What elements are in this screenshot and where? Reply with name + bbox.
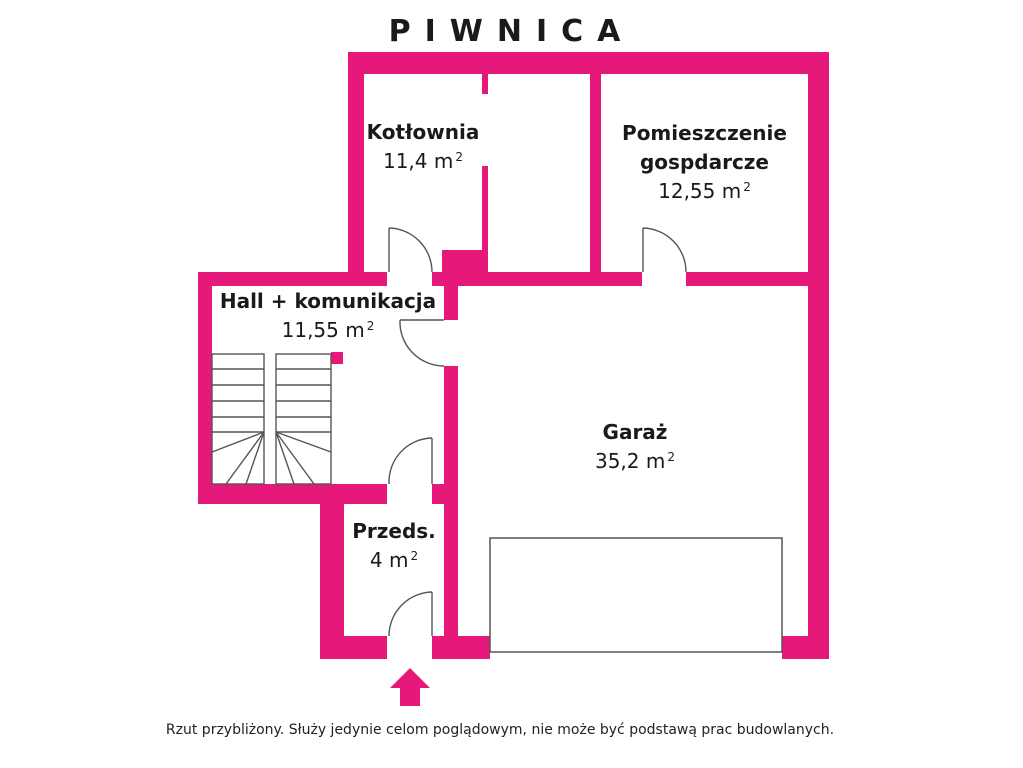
wall-hall-bottom-a xyxy=(198,484,387,504)
wall-bottom-a xyxy=(320,636,387,659)
wall-middle-c xyxy=(686,272,829,286)
door-kotlownia xyxy=(389,228,432,272)
wall-przeds-left xyxy=(320,484,344,659)
wall-upper-left xyxy=(348,52,364,284)
garage-door xyxy=(490,538,782,652)
disclaimer-note: Rzut przybliżony. Służy jedynie celom poglądowym, nie może być podstawą prac budowlanych. xyxy=(165,722,835,738)
wall-hall-left xyxy=(198,272,212,504)
room-area-kotlownia: 11,4 m $^2$ xyxy=(382,149,463,173)
wall-bottom-b xyxy=(432,636,490,659)
wall-hall-garage-a xyxy=(444,286,458,320)
stairs xyxy=(212,354,331,484)
wall-right xyxy=(808,52,829,659)
plan-title: PIWNICA xyxy=(388,14,635,49)
wall-divider-kotlownia-2 xyxy=(482,166,488,272)
room-name-pomieszczenie-line1: Pomieszczenie xyxy=(622,121,787,145)
room-name-pomieszczenie-line2: gospdarcze xyxy=(639,150,769,174)
room-name-garaz: Garaż xyxy=(602,420,668,444)
room-name-kotlownia: Kotłownia xyxy=(366,120,480,144)
wall-bottom-c xyxy=(782,636,829,659)
room-area-hall: 11,55 m $^2$ xyxy=(281,318,375,342)
wall-hall-garage-b xyxy=(444,366,458,659)
wall-top xyxy=(348,52,829,74)
entrance-arrow-icon xyxy=(390,668,430,706)
door-przeds-top xyxy=(389,438,432,484)
wall-divider-kotlownia xyxy=(482,74,488,94)
door-entrance xyxy=(389,592,432,636)
chimney xyxy=(442,250,482,286)
room-name-hall: Hall + komunikacja xyxy=(219,289,437,313)
door-pomieszczenie xyxy=(643,228,686,272)
room-area-przeds: 4 m $^2$ xyxy=(369,548,419,572)
wall-divider-upper xyxy=(590,74,601,272)
wall-middle-a xyxy=(198,272,387,286)
room-area-garaz: 35,2 m $^2$ xyxy=(594,449,675,473)
room-name-przeds: Przeds. xyxy=(352,519,436,543)
pillar xyxy=(331,352,343,364)
room-area-pomieszczenie: 12,55 m $^2$ xyxy=(658,179,751,203)
